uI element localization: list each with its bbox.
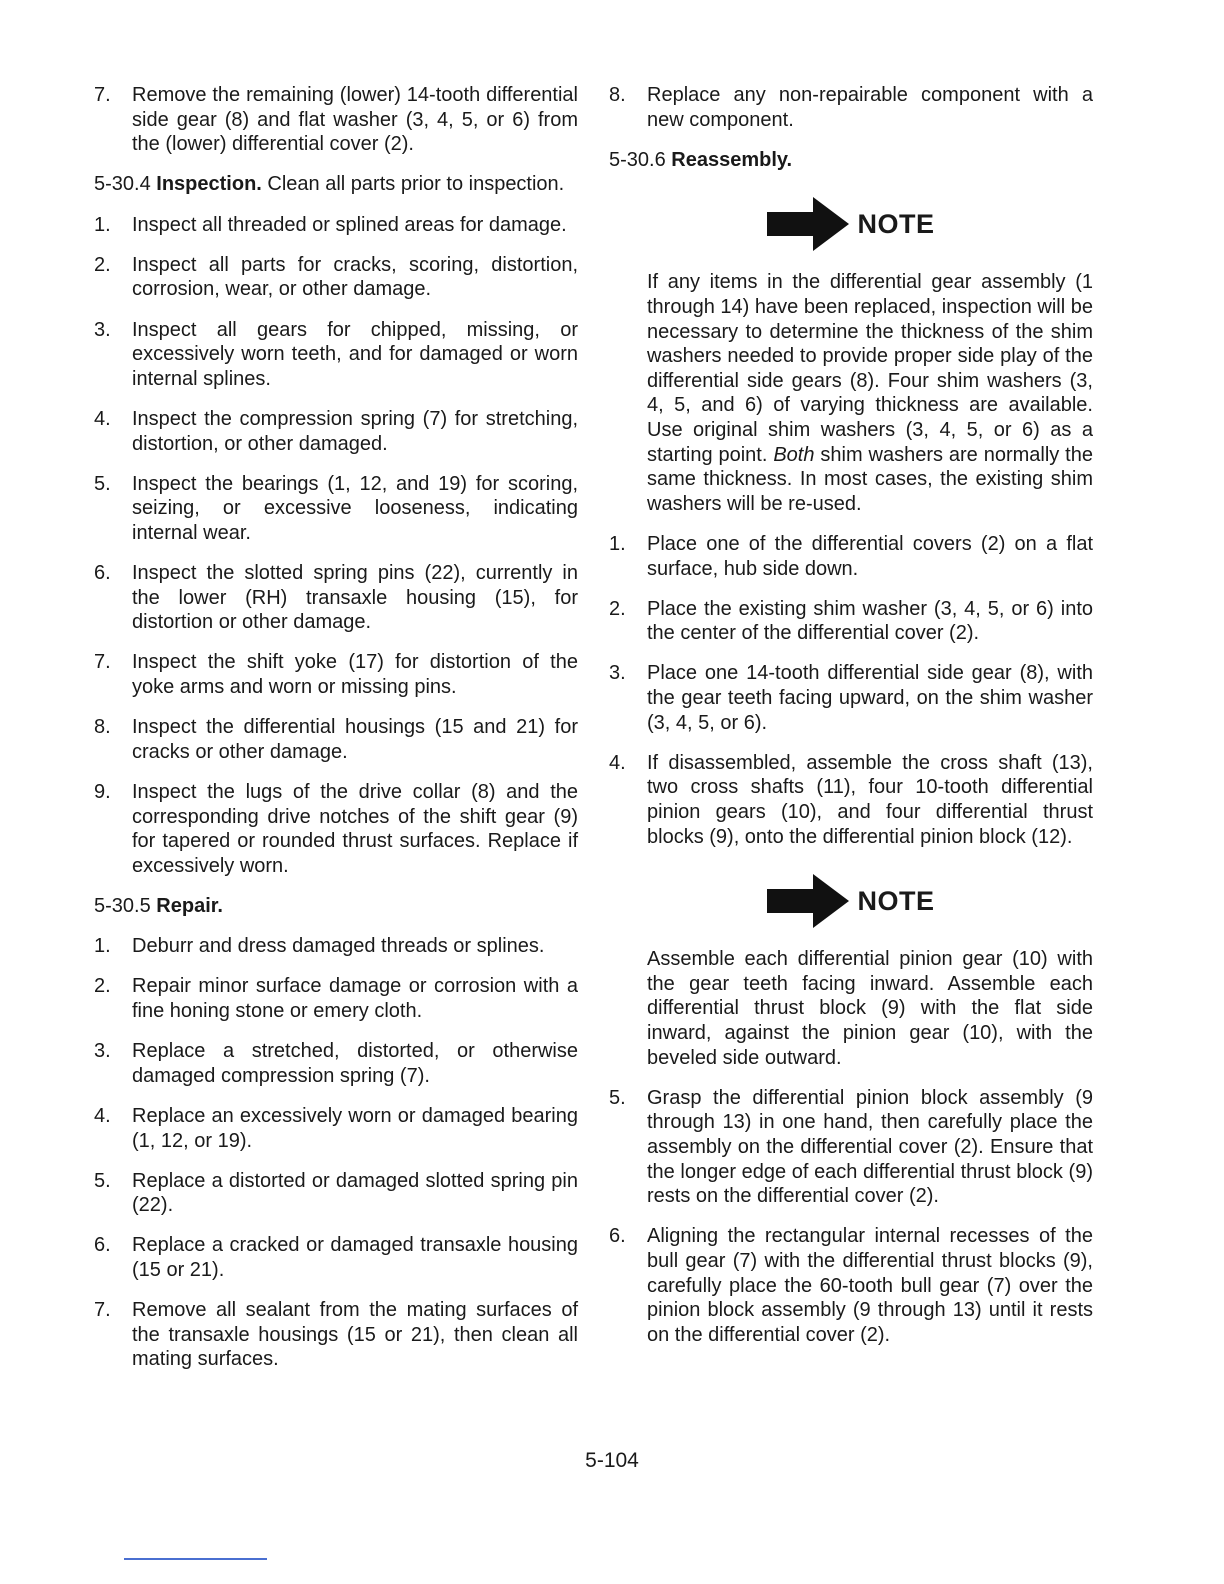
- item-text: Deburr and dress damaged threads or splines.: [132, 935, 545, 958]
- arrow-right-icon: [767, 197, 849, 251]
- section-text: Clean all parts prior to inspection.: [267, 173, 565, 196]
- item-text: Inspect the lugs of the drive collar (8) and the corresponding drive notches of the shift gear (9) for tapered or rounded thrust surfaces. Replace if excessively worn.: [132, 781, 578, 877]
- item-number: 6.: [94, 562, 111, 585]
- list-item: [94, 407, 578, 456]
- list-item: [609, 532, 1093, 581]
- item-number: 6.: [94, 1234, 111, 1257]
- item-number: 8.: [94, 716, 111, 739]
- section-number: 5-30.4: [94, 173, 151, 196]
- edge-line-divider: [124, 1558, 267, 1560]
- item-text: Place one 14-tooth differential side gear (8), with the gear teeth facing upward, on the shim washer (3, 4, 5, or 6).: [647, 662, 1093, 734]
- list-item: [609, 83, 1093, 132]
- inspection-heading: [94, 172, 578, 197]
- item-number: 4.: [94, 1104, 111, 1127]
- item-text: Inspect the shift yoke (17) for distortion of the yoke arms and worn or missing pins.: [132, 651, 578, 699]
- repair-heading: [94, 894, 578, 919]
- item-number: 4.: [94, 407, 111, 430]
- list-item: [609, 751, 1093, 849]
- item-text: Replace a cracked or damaged transaxle housing (15 or 21).: [132, 1234, 578, 1282]
- list-item: [94, 561, 578, 635]
- item-text: If disassembled, assemble the cross shaft (13), two cross shafts (11), four 10-tooth differential pinion gears (10), and four differential thrust blocks (9), onto the differential pinion block (12).: [647, 751, 1093, 848]
- list-item: [609, 597, 1093, 646]
- note-text-part: If any items in the differential gear assembly (1 through 14) have been replaced, inspection will be necessary to determine the thickness of the shim washers needed to provide proper side play of the differential side gears (8). Four shim washers (3, 4, 5, and 6) of varying thickness are available. Use original shim washers (3, 4, 5, or 6) as a starting point.: [647, 271, 1093, 466]
- page-number: 5-104: [585, 1449, 639, 1472]
- item-text: Place one of the differential covers (2) on a flat surface, hub side down.: [647, 532, 1093, 580]
- item-text: Inspect all gears for chipped, missing, or excessively worn teeth, and for damaged or worn internal splines.: [132, 318, 578, 390]
- list-item: [94, 253, 578, 302]
- list-item: [94, 1169, 578, 1218]
- list-item: [609, 661, 1093, 735]
- list-item: [609, 1224, 1093, 1347]
- list-item: [94, 1039, 578, 1088]
- list-item: [94, 715, 578, 764]
- item-text: Inspect all parts for cracks, scoring, distortion, corrosion, wear, or other damage.: [132, 253, 578, 301]
- item-number: 3.: [94, 318, 111, 341]
- item-text: Inspect the compression spring (7) for stretching, distortion, or other damaged.: [132, 407, 578, 455]
- list-item: [94, 974, 578, 1023]
- item-number: 2.: [609, 597, 626, 620]
- item-number: 9.: [94, 781, 111, 803]
- section-number: 5-30.6: [609, 148, 666, 171]
- item-number: 3.: [609, 662, 626, 685]
- item-number: 1.: [94, 213, 111, 236]
- item-number: 1.: [94, 935, 111, 958]
- list-item: [94, 472, 578, 546]
- item-number: 2.: [94, 975, 111, 998]
- note-header: [609, 192, 1093, 256]
- item-text: Repair minor surface damage or corrosion with a fine honing stone or emery cloth.: [132, 975, 578, 1022]
- item-number: 1.: [609, 532, 626, 555]
- item-number: 5.: [94, 1169, 111, 1192]
- item-number: 2.: [94, 253, 111, 276]
- item-text: Replace any non-repairable component with a new component.: [647, 84, 1093, 131]
- item-number: 5.: [609, 1086, 626, 1109]
- section-title: Repair.: [156, 894, 223, 917]
- item-number: 5.: [94, 472, 111, 495]
- item-number: 3.: [94, 1040, 111, 1063]
- list-item: [94, 934, 578, 959]
- list-item: [94, 213, 578, 238]
- note-emphasis: Both: [773, 443, 815, 466]
- list-item: [94, 83, 578, 157]
- note-text-part: shim washers are normally the same thickness. In most cases, the existing shim washers will be re-used.: [647, 443, 1093, 515]
- arrow-right-icon: [767, 874, 849, 928]
- list-item: [94, 650, 578, 699]
- list-item: [94, 318, 578, 392]
- item-text: Remove the remaining (lower) 14-tooth differential side gear (8) and flat washer (3, 4, 5, or 6) from the (lower) differential cover (2).: [132, 84, 578, 156]
- item-text: Grasp the differential pinion block assembly (9 through 13) in one hand, then carefully place the assembly on the differential cover (2). Ensure that the longer edge of each differential thrust block (9) rests on the differential cover (2).: [647, 1086, 1093, 1208]
- item-text: Replace a distorted or damaged slotted spring pin (22).: [132, 1169, 578, 1217]
- item-text: Inspect all threaded or splined areas for damage.: [132, 213, 567, 236]
- list-item: [94, 1104, 578, 1153]
- item-number: 7.: [94, 651, 111, 674]
- note-text: [609, 270, 1093, 516]
- note-header: [609, 869, 1093, 933]
- reassembly-heading: [609, 148, 1093, 173]
- note-text: Assemble each differential pinion gear (10) with the gear teeth facing inward. Assemble each differential thrust block (9) with the flat side inward, against the pinion gear (10), with the beveled side outward.: [647, 948, 1093, 1069]
- item-text: Inspect the differential housings (15 and 21) for cracks or other damage.: [132, 716, 578, 763]
- item-number: 4.: [609, 751, 626, 774]
- item-text: Aligning the rectangular internal recesses of the bull gear (7) with the differential thrust blocks (9), carefully place the 60-tooth bull gear (7) over the pinion block assembly (9 through 13) until it rests on the differential cover (2).: [647, 1225, 1093, 1346]
- note-label: NOTE: [857, 885, 935, 916]
- item-text: Remove all sealant from the mating surfaces of the transaxle housings (15 or 21), then clean all mating surfaces.: [132, 1299, 578, 1371]
- list-item: [609, 1086, 1093, 1209]
- right-column: [609, 83, 1093, 1363]
- item-text: Place the existing shim washer (3, 4, 5, or 6) into the center of the differential cover (2).: [647, 597, 1093, 645]
- item-number: 7.: [94, 1299, 111, 1322]
- item-text: Replace a stretched, distorted, or otherwise damaged compression spring (7).: [132, 1040, 578, 1087]
- item-text: Inspect the slotted spring pins (22), currently in the lower (RH) transaxle housing (15), for distortion or other damage.: [132, 562, 578, 634]
- item-number: 7.: [94, 84, 111, 106]
- section-number: 5-30.5: [94, 894, 151, 917]
- section-title: Reassembly.: [671, 148, 793, 171]
- list-item: [94, 1298, 578, 1372]
- left-column: [94, 83, 578, 1388]
- item-text: Replace an excessively worn or damaged bearing (1, 12, or 19).: [132, 1104, 578, 1152]
- note-label: NOTE: [857, 209, 935, 240]
- section-title: Inspection.: [156, 173, 262, 196]
- item-text: Inspect the bearings (1, 12, and 19) for scoring, seizing, or excessive looseness, indicating internal wear.: [132, 472, 578, 544]
- list-item: [94, 1233, 578, 1282]
- list-item: [94, 780, 578, 878]
- item-number: 8.: [609, 84, 626, 106]
- item-number: 6.: [609, 1225, 626, 1248]
